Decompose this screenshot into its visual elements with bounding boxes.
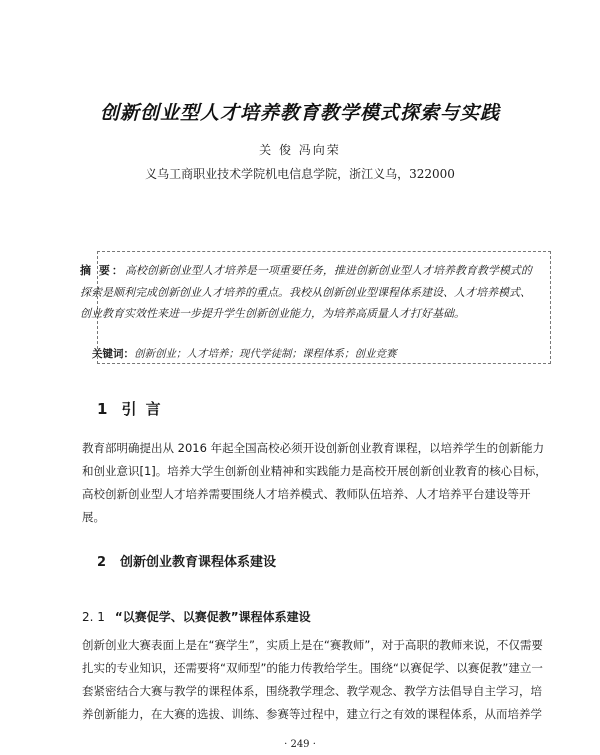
keywords-text: 创新创业；人才培养；现代学徒制；课程体系；创业竞赛 [134, 348, 397, 360]
section-2-title: 创新创业教育课程体系建设 [120, 555, 277, 570]
abstract-text: 高校创新创业型人才培养是一项重要任务，推进创新创业型人才培养教育教学模式的探索是顺利完成创新创业人才培养的重点。我校从创新创业型课程体系建设、人才培养模式、创业教育实效性来进一步提升学生创新创业能力，为培养高质量人才打好基础。 [80, 264, 532, 320]
abstract [80, 260, 540, 325]
section-1-number: 1 [97, 400, 110, 418]
abstract-label: 摘 要： [80, 264, 125, 277]
section-1-paragraph [82, 437, 552, 529]
section-2-1-text: 创新创业大赛表面上是在“赛学生”，实质上是在“赛教师”，对于高职的教师来说，不仅需要扎实的专业知识，还需要将“双师型”的能力传教给学生。围绕“以赛促学、以赛促教”建立一套紧密结合大赛与教学的课程体系，围绕教学理念、教学观念、教学方法倡导自主学习，培养创新能力，在大赛的选拔、训练、参赛等过程中，建立行之有效的课程体系，从而培养学 [82, 638, 543, 721]
section-1-text: 教育部明确提出从 2016 年起全国高校必须开设创新创业教育课程，以培养学生的创新能力和创业意识[1]。培养大学生创新创业精神和实践能力是高校开展创新创业教育的核心目标，高校创新创业型人才培养需要围绕人才培养模式、教师队伍培养、人才培养平台建设等开展。 [82, 441, 547, 524]
section-2-1-title: “以赛促学、以赛促教”课程体系建设 [114, 610, 311, 624]
section-1-title: 引 言 [121, 400, 163, 418]
authors: 关 俊 冯向荣 [259, 143, 341, 157]
section-2-heading [97, 551, 276, 570]
keywords-label: 关键词： [92, 348, 134, 360]
section-2-1-paragraph [82, 634, 552, 726]
section-2-number: 2 [97, 555, 107, 570]
section-2-1-number: 2. 1 [82, 610, 105, 624]
keywords [92, 346, 542, 361]
page-number: · 249 · [284, 739, 316, 750]
section-2-1-heading [82, 608, 311, 625]
paper-title: 创新创业型人才培养教育教学模式探索与实践 [99, 102, 500, 124]
section-1-heading [97, 398, 163, 419]
affiliation: 义乌工商职业技术学院机电信息学院，浙江义乌，322000 [145, 167, 455, 181]
